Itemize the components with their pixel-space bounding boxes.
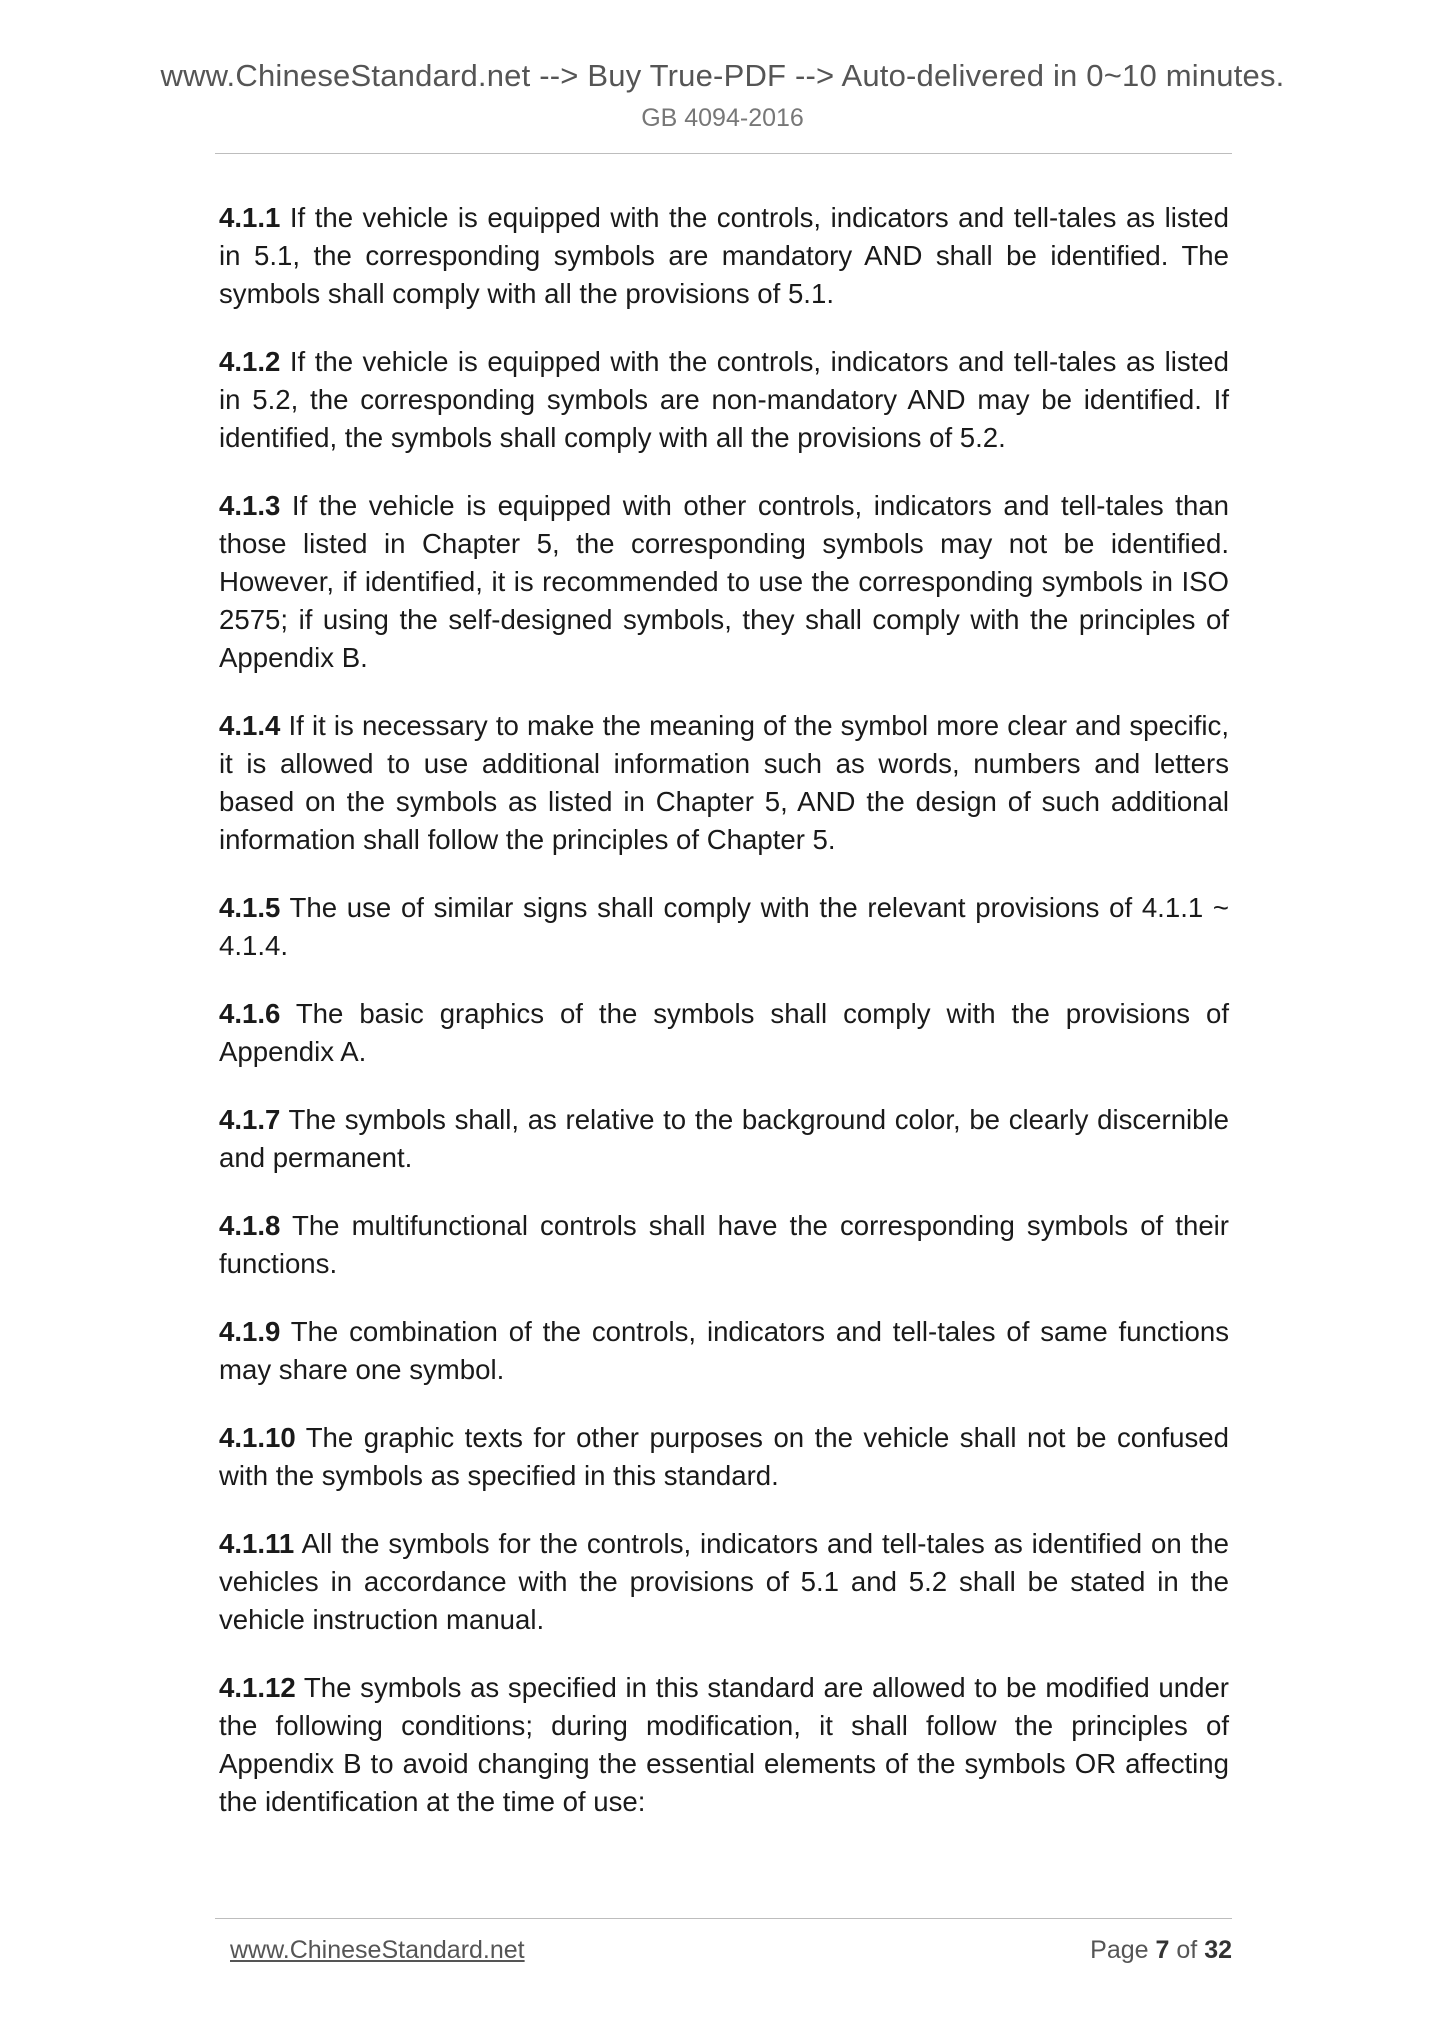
clause-number: 4.1.11 — [219, 1528, 295, 1559]
page-current: 7 — [1155, 1936, 1170, 1964]
clause-4-1-11 — [219, 1525, 1229, 1639]
clause-text: The graphic texts for other purposes on the vehicle shall not be confused with the symbols as specified in this standard. — [219, 1422, 1229, 1491]
clause-4-1-7 — [219, 1101, 1229, 1177]
clause-number: 4.1.6 — [219, 998, 281, 1029]
clause-4-1-6 — [219, 995, 1229, 1071]
clause-text: The combination of the controls, indicators and tell-tales of same functions may share one symbol. — [219, 1316, 1229, 1385]
clause-4-1-12 — [219, 1669, 1229, 1821]
clause-list — [219, 199, 1229, 1851]
clause-text: If the vehicle is equipped with other controls, indicators and tell-tales than those listed in Chapter 5, the corresponding symbols may not be identified. However, if identified, it is recommended to use the corresponding symbols in ISO 2575; if using the self-designed symbols, they shall comply with the principles of Appendix B. — [219, 490, 1229, 673]
clause-text: All the symbols for the controls, indicators and tell-tales as identified on the vehicles in accordance with the provisions of 5.1 and 5.2 shall be stated in the vehicle instruction manual. — [219, 1528, 1229, 1635]
clause-text: The use of similar signs shall comply with the relevant provisions of 4.1.1 ~ 4.1.4. — [219, 892, 1229, 961]
clause-text: If it is necessary to make the meaning of the symbol more clear and specific, it is allowed to use additional information such as words, numbers and letters based on the symbols as listed in Chapter 5, AND the design of such additional information shall follow the principles of Chapter 5. — [219, 710, 1229, 855]
clause-text: The symbols as specified in this standard are allowed to be modified under the following conditions; during modification, it shall follow the principles of Appendix B to avoid changing the essential elements of the symbols OR affecting the identification at the time of use: — [219, 1672, 1229, 1817]
header-divider — [215, 153, 1232, 154]
clause-number: 4.1.12 — [219, 1672, 296, 1703]
clause-number: 4.1.9 — [219, 1316, 281, 1347]
footer-divider — [215, 1918, 1232, 1919]
clause-text: If the vehicle is equipped with the controls, indicators and tell-tales as listed in 5.2, the corresponding symbols are non-mandatory AND may be identified. If identified, the symbols shall comply with all the provisions of 5.2. — [219, 346, 1229, 453]
clause-4-1-10 — [219, 1419, 1229, 1495]
clause-number: 4.1.4 — [219, 710, 281, 741]
page-of: of — [1176, 1936, 1198, 1964]
clause-number: 4.1.7 — [219, 1104, 281, 1135]
clause-4-1-8 — [219, 1207, 1229, 1283]
clause-4-1-1 — [219, 199, 1229, 313]
clause-4-1-2 — [219, 343, 1229, 457]
clause-text: If the vehicle is equipped with the controls, indicators and tell-tales as listed in 5.1, the corresponding symbols are mandatory AND shall be identified. The symbols shall comply with all the provisions of 5.1. — [219, 202, 1229, 309]
top-banner: www.ChineseStandard.net --> Buy True-PDF --> Auto-delivered in 0~10 minutes. — [160, 58, 1285, 93]
clause-4-1-3 — [219, 487, 1229, 677]
clause-number: 4.1.1 — [219, 202, 281, 233]
page-total: 32 — [1204, 1936, 1232, 1964]
clause-number: 4.1.10 — [219, 1422, 296, 1453]
clause-number: 4.1.8 — [219, 1210, 281, 1241]
clause-4-1-9 — [219, 1313, 1229, 1389]
standard-code: GB 4094-2016 — [641, 104, 804, 132]
footer-site-link[interactable]: www.ChineseStandard.net — [230, 1936, 525, 1964]
clause-number: 4.1.2 — [219, 346, 281, 377]
clause-text: The multifunctional controls shall have the corresponding symbols of their functions. — [219, 1210, 1229, 1279]
page-word: Page — [1090, 1936, 1149, 1964]
clause-number: 4.1.3 — [219, 490, 281, 521]
clause-text: The basic graphics of the symbols shall comply with the provisions of Appendix A. — [219, 998, 1229, 1067]
clause-text: The symbols shall, as relative to the background color, be clearly discernible and permanent. — [219, 1104, 1229, 1173]
clause-4-1-5 — [219, 889, 1229, 965]
clause-number: 4.1.5 — [219, 892, 281, 923]
clause-4-1-4 — [219, 707, 1229, 859]
page-indicator — [1090, 1936, 1232, 1965]
